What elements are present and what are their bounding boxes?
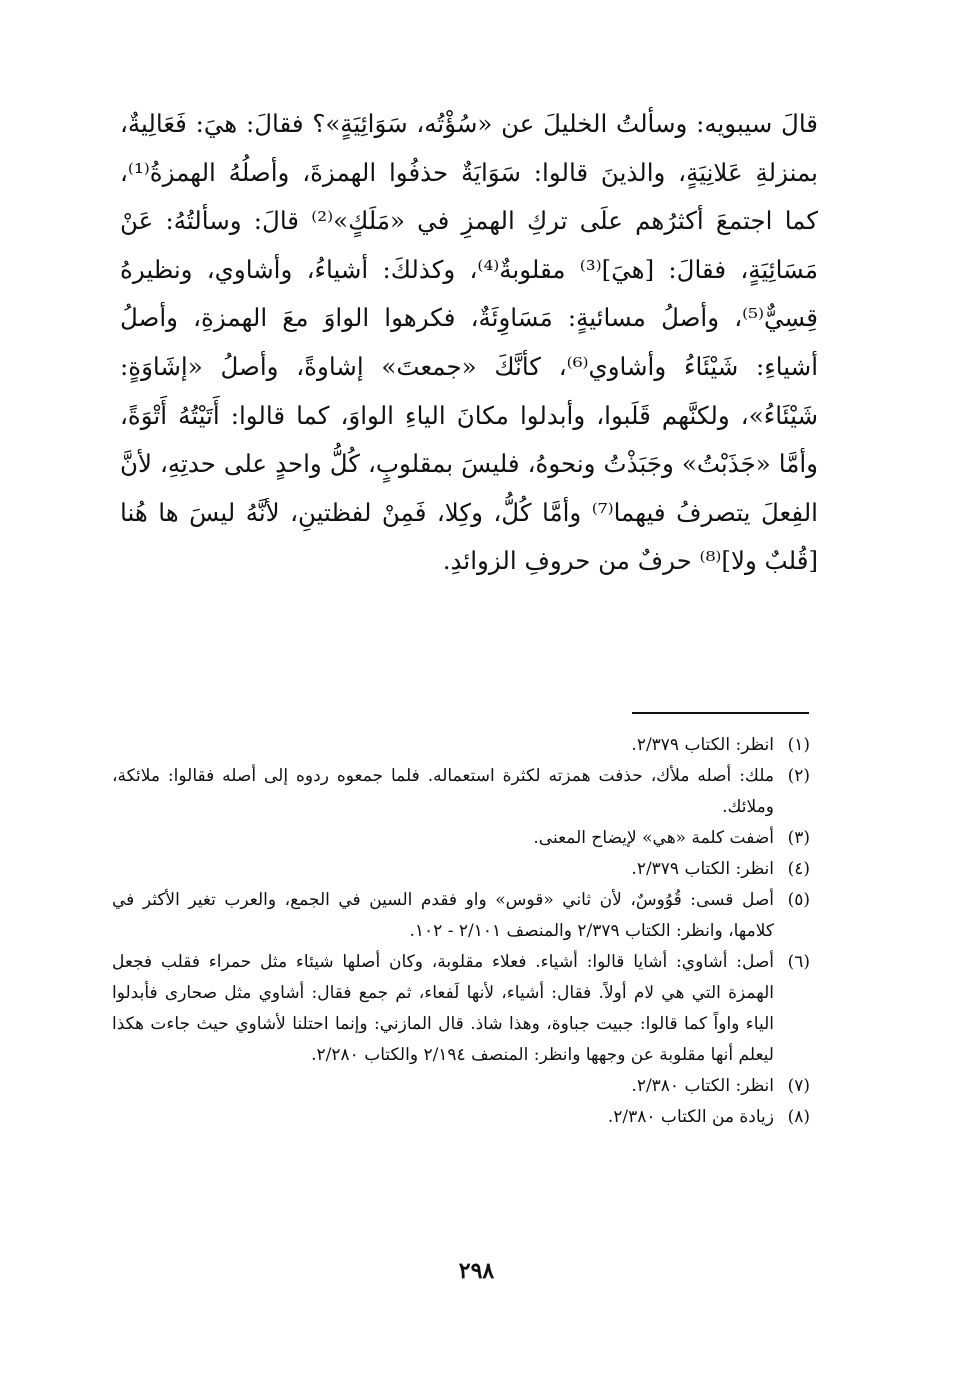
footnote-number: (٣) — [787, 828, 810, 848]
footnote-4 — [112, 854, 810, 885]
footnote-text: انظر: الكتاب ٢/٣٨٠. — [631, 1076, 774, 1096]
footnote-text: أضفت كلمة «هي» لإيضاح المعنى. — [533, 828, 774, 848]
footnote-number: (٦) — [787, 952, 810, 972]
footnote-text: انظر: الكتاب ٢/٣٧٩. — [631, 735, 774, 755]
footnote-6 — [112, 947, 810, 1071]
footnote-3 — [112, 823, 810, 854]
footnote-number: (٤) — [787, 859, 810, 879]
main-paragraph: قالَ سيبويه: وسألتُ الخليلَ عن «سُؤْتُه، سَوَائِيَةٍ»؟ فقالَ: هيَ: فَعَالِيةٌ، بمنزلةِ عَلانِيَةٍ، والذينَ قالوا: سَوَايَةٌ حذفُوا الهمزةَ، وأصلُهُ الهمزةُ⁽¹⁾، كما اجتمعَ أكثرُهم علَى تركِ الهمزِ في «مَلَكٍ»⁽²⁾ قالَ: وسألتُهُ: عَنْ مَسَائِيَةٍ، فقالَ: [هيَ]⁽³⁾ مقلوبةٌ⁽⁴⁾، وكذلكَ: أشياءُ، وأشاوي، ونظيرهُ قِسِيٌّ⁽⁵⁾، وأصلُ مسائيةٍ: مَسَاوِئَةٌ، فكرهوا الواوَ معَ الهمزةِ، وأصلُ أشياءِ: شَيْئَاءُ وأشاوي⁽⁶⁾، كأنَّكَ «جمعتَ» إشاوةً، وأصلُ «إشَاوَةٍ: شَيْئَاءُ»، ولكنَّهم قَلَبوا، وأبدلوا مكانَ الياءِ الواوَ، كما قالوا: أَتَيْتُهُ أَتْوَةً، وأمَّا «جَذَبْتُ» وجَبَذْتُ ونحوهُ، فليسَ بمقلوبٍ، كُلُّ واحدٍ على حدتِهِ، لأنَّ الفِعلَ يتصرفُ فيهما⁽⁷⁾ وأمَّا كُلُّ، وكِلا، فَمِنْ لفظتينِ، لأنَّهُ ليسَ ها هُنا [قُلبٌ ولا]⁽⁸⁾ حرفٌ من حروفِ الزوائدِ. — [120, 109, 819, 576]
footnote-number: (٨) — [787, 1107, 810, 1127]
footnote-8 — [112, 1102, 810, 1133]
footnote-7 — [112, 1071, 810, 1102]
footnote-text: انظر: الكتاب ٢/٣٧٩. — [631, 859, 774, 879]
footnote-number: (١) — [787, 735, 810, 755]
footnote-text: زيادة من الكتاب ٢/٣٨٠. — [607, 1107, 774, 1127]
main-text-block — [120, 100, 818, 586]
footnote-text: ملك: أصله ملأك، حذفت همزته لكثرة استعماله. فلما جمعوه ردوه إلى أصله فقالوا: ملائكة، وملائك. — [112, 766, 774, 817]
footnote-number: (٢) — [787, 766, 810, 786]
footnote-number: (٥) — [787, 890, 810, 910]
page-number: ٢٩٨ — [458, 1258, 495, 1284]
footnote-text: أصل قسى: قُوُوسٌ، لأن ثاني «قوس» واو فقدم السين في الجمع، والعرب تغير الأكثر في كلامها، وانظر: الكتاب ٢/٣٧٩ والمنصف ٢/١٠١ - ١٠٢. — [112, 890, 774, 941]
footnote-separator-rule — [632, 712, 809, 714]
footnote-text: أصل: أشاوي: أشايا قالوا: أشياء. فعلاء مقلوبة، وكان أصلها شيئاء مثل حمراء فقلب فجعل الهمزة التي هي لام أولاً. فقال: أشياء، لأنها لَفعاء، ثم جمع فقال: أشاوي مثل صحارى فأبدلوا الياء واواً كما قالوا: جبيت جباوة، وهذا شاذ. قال المازني: وإنما احتلنا لأشاوي حيث جاءت هكذا ليعلم أنها مقلوبة عن وجهها وانظر: المنصف ٢/١٩٤ والكتاب ٢/٢٨٠. — [112, 952, 774, 1065]
footnote-1 — [112, 730, 810, 761]
footnote-2 — [112, 761, 810, 823]
footnotes-section — [112, 730, 810, 1133]
footnote-number: (٧) — [787, 1076, 810, 1096]
footnote-5 — [112, 885, 810, 947]
